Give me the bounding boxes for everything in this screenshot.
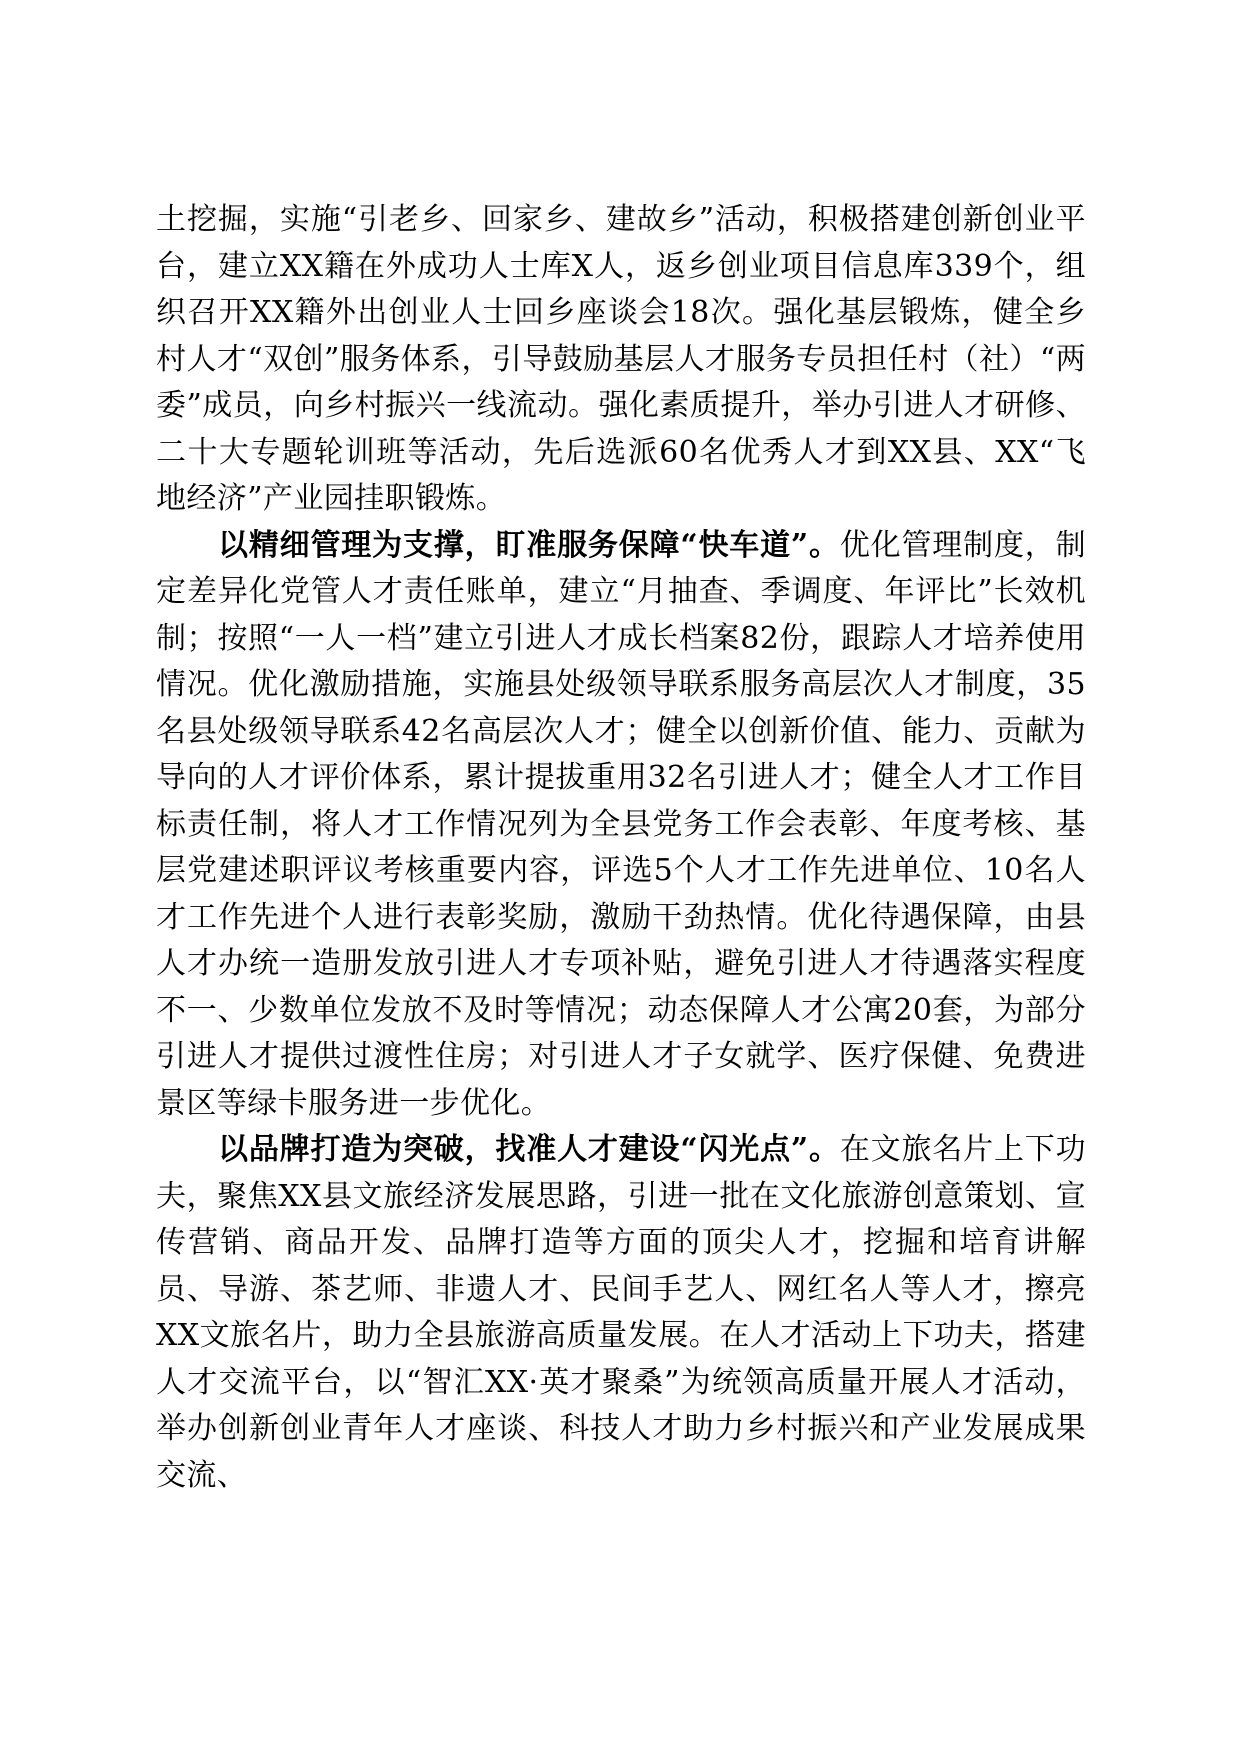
paragraph-body: 优化管理制度，制定差异化党管人才责任账单，建立“月抽查、季调度、年评比”长效机制；按照“一人一档”建立引进人才成长档案82份，跟踪人才培养使用情况。优化激励措施，实施县处级领导联系服务高层次人才制度，35名县处级领导联系42名高层次人才；健全以创新价值、能力、贡献为导向的人才评价体系，累计提拔重用32名引进人才；健全人才工作目标责任制，将人才工作情况列为全县党务工作会表彰、年度考核、基层党建述职评议考核重要内容，评选5个人才工作先进单位、10名人才工作先进个人进行表彰奖励，激励干劲热情。优化待遇保障，由县人才办统一造册发放引进人才专项补贴，避免引进人才待遇落实程度不一、少数单位发放不及时等情况；动态保障人才公寓20套，为部分引进人才提供过渡性住房；对引进人才子女就学、医疗保健、免费进景区等绿卡服务进一步优化。 — [156, 527, 1086, 1121]
paragraph-brand-building — [156, 1127, 1086, 1499]
paragraph-service-guarantee — [156, 523, 1086, 1128]
paragraph-lead-heading: 以精细管理为支撑，盯准服务保障“快车道”。 — [218, 527, 840, 563]
paragraph-body: 土挖掘，实施“引老乡、回家乡、建故乡”活动，积极搭建创新创业平台，建立XX籍在外成功人士库X人，返乡创业项目信息库339个，组织召开XX籍外出创业人士回乡座谈会18次。强化基层锻炼，健全乡村人才“双创”服务体系，引导鼓励基层人才服务专员担任村（社）“两委”成员，向乡村振兴一线流动。强化素质提升，举办引进人才研修、二十大专题轮训班等活动，先后选派60名优秀人才到XX县、XX“飞地经济”产业园挂职锻炼。 — [156, 202, 1086, 516]
paragraph-body: 在文旅名片上下功夫，聚焦XX县文旅经济发展思路，引进一批在文化旅游创意策划、宣传营销、商品开发、品牌打造等方面的顶尖人才，挖掘和培育讲解员、导游、茶艺师、非遗人才、民间手艺人、网红名人等人才，擦亮XX文旅名片，助力全县旅游高质量发展。在人才活动上下功夫，搭建人才交流平台，以“智汇XX·英才聚桑”为统领高质量开展人才活动，举办创新创业青年人才座谈、科技人才助力乡村振兴和产业发展成果交流、 — [156, 1132, 1086, 1493]
document-page — [156, 197, 1086, 1499]
paragraph-talent-cultivation — [156, 197, 1086, 523]
paragraph-lead-heading: 以品牌打造为突破，找准人才建设“闪光点”。 — [218, 1132, 840, 1167]
